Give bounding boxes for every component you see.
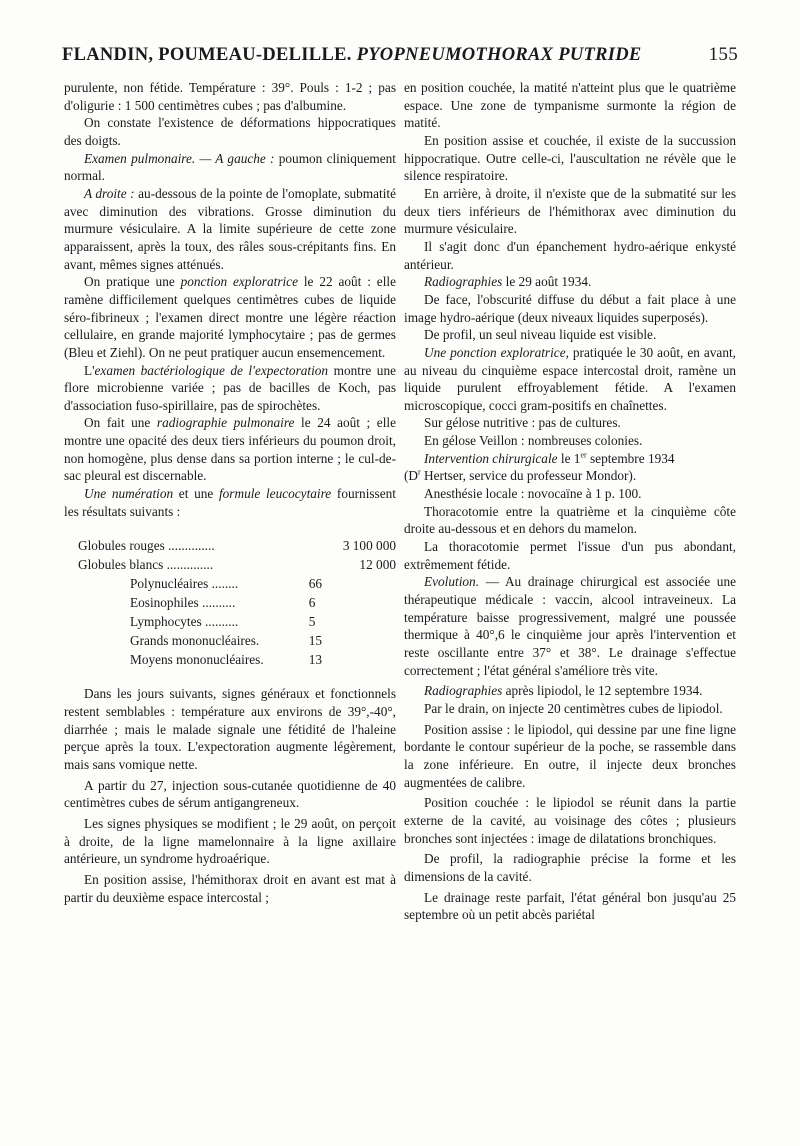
superscript: r <box>418 468 421 478</box>
count-label: Lymphocytes .......... <box>130 614 239 630</box>
italic-label: Examen pulmonaire. — A gauche : <box>84 150 275 166</box>
running-header <box>62 44 738 66</box>
paragraph: En gélose Veillon : nombreuses colonies. <box>424 433 643 449</box>
paragraph: Thoracotomie entre la quatrième et la cinquième côte droite au-dessous et en dehors du mamelon. <box>404 503 736 537</box>
italic-term: Intervention chirurgicale <box>424 450 558 466</box>
text: le 24 août ; elle montre une opacité des deux tiers inférieurs du poumon droit, non homogène, plus dense dans sa portion interne ; le cul-de-sac pleural est discernable. <box>64 415 396 484</box>
table-row <box>78 555 396 574</box>
text: et une <box>173 486 219 502</box>
paragraph: Position assise : le lipiodol, qui dessine par une fine ligne bordante le contour supérieur de la poche, se rassemble dans la zone inférieure. En outre, il injecte deux bronches augmentées de calibre. <box>404 721 736 790</box>
text: le 29 août 1934. <box>502 274 592 290</box>
text: pratiquée le 30 août, en avant, au niveau du cinquième espace intercostal droit, ramène un liquide purulent effroyablement fétide. A l'examen microscopique, cocci gram-positifs en chaînettes. <box>404 344 736 413</box>
paragraph <box>404 573 736 679</box>
text: — Au drainage chirurgical est associée une thérapeutique médicale : vaccin, alcool intraveineux. La température baisse progressivement, malgré une poussée thermique à 40°,6 le cinquième jour après l'intervention et reste oscillante entre 37° et 38°. Le drainage s'effectue correctement ; l'état général s'améliore très vite. <box>404 574 736 678</box>
paragraph: A partir du 27, injection sous-cutanée quotidienne de 40 centimètres cubes de sérum antigangreneux. <box>64 777 396 811</box>
paragraph <box>404 450 736 468</box>
count-label: Globules blancs .............. <box>78 557 214 573</box>
paragraph: De profil, la radiographie précise la forme et les dimensions de la cavité. <box>404 851 736 884</box>
italic-term: examen bactériologique de l'expectoration <box>94 362 329 378</box>
italic-term: Radiographies <box>424 274 503 290</box>
paragraph: Anesthésie locale : novocaïne à 1 p. 100. <box>424 486 642 502</box>
paragraph: De face, l'obscurité diffuse du début a fait place à une image hydro-aérique (deux niveaux liquides superposés). <box>404 291 736 325</box>
paragraph: La thoracotomie permet l'issue d'un pus abondant, extrêmement fétide. <box>404 539 736 572</box>
paragraph: Position couchée : le lipiodol se réunit dans la partie externe de la cavité, au voisinage des côtes ; plusieurs bronches sont injectées : image de dilatations bronchiques. <box>404 795 736 846</box>
count-value: 12 000 <box>359 557 396 573</box>
table-row <box>78 631 396 650</box>
text: au-dessous de la pointe de l'omoplate, submatité avec diminution des vibrations. Grosse diminution du murmure vésiculaire. A la limite supérieure de cette zone apparaissent, après la toux, des râles sous-crépitants fins. En avant, mêmes signes atténués. <box>64 185 396 272</box>
italic-term: formule leucocytaire <box>218 486 332 502</box>
right-column <box>404 79 736 924</box>
paragraph <box>64 362 396 415</box>
paragraph <box>64 485 396 520</box>
italic-label: A droite : <box>84 185 135 201</box>
text: fournissent les résultats suivants : <box>64 486 396 519</box>
paragraph: Les signes physiques se modifient ; le 29 août, on perçoit à droite, de la ligne mamelonnaire à la ligne axillaire antérieure, un syndrome hydroaérique. <box>64 816 396 867</box>
count-label: Eosinophiles .......... <box>130 595 236 611</box>
count-value: 15 <box>308 633 323 649</box>
text: septembre 1934 <box>586 450 675 466</box>
paragraph: En arrière, à droite, il n'existe que de la submatité sur les deux tiers inférieurs de l'hémithorax avec diminution du murmure vésiculaire. <box>404 185 736 237</box>
paragraph: Dans les jours suivants, signes généraux et fonctionnels restent semblables : température aux environs de 39°,-40°, diarrhée ; mais le malade signale une fétidité de l'haleine perçue après la toux. L'expectoration augmente légèrement, mais sans vomique nette. <box>64 686 396 773</box>
italic-term: radiographie pulmonaire <box>156 415 295 431</box>
paragraph <box>404 467 736 485</box>
count-value: 13 <box>308 652 323 668</box>
paragraph: Il s'agit donc d'un épanchement hydro-aérique enkysté antérieur. <box>404 238 736 272</box>
count-value: 6 <box>308 595 316 611</box>
count-label: Polynucléaires ........ <box>130 576 239 592</box>
paragraph <box>64 185 396 273</box>
italic-term: Une numération <box>84 486 174 502</box>
count-label: Grands mononucléaires. <box>130 633 260 649</box>
table-row <box>78 574 396 593</box>
text: le 22 août : elle ramène difficilement quelques centimètres cubes de liquide séro-fibrineux ; l'examen direct montre une légère réaction cellulaire, en grande majorité lymphocytaire ; pas de germes (Bleu et Ziehl). On ne peut pratiquer aucun ensemencement. <box>64 274 396 360</box>
count-value: 3 100 000 <box>342 538 396 554</box>
blood-count-table <box>78 536 396 669</box>
paragraph <box>404 682 736 700</box>
header-left <box>62 45 642 66</box>
paragraph: En position assise et couchée, il existe de la succussion hippocratique. Outre celle-ci, l'auscultation ne révèle que le silence respiratoire. <box>404 132 736 184</box>
italic-term: Une ponction exploratrice, <box>424 344 569 360</box>
paragraph <box>404 344 736 415</box>
count-value: 5 <box>308 614 316 630</box>
paragraph: De profil, un seul niveau liquide est visible. <box>424 327 657 343</box>
paragraph <box>64 414 396 485</box>
paragraph: En position assise, l'hémithorax droit en avant est mat à partir du deuxième espace intercostal ; <box>64 871 396 905</box>
paragraph <box>64 273 396 361</box>
text: L' <box>84 362 95 378</box>
text: Hertser, service du professeur Mondor). <box>420 468 637 484</box>
text: montre une flore microbienne variée ; pas de bacilles de Koch, pas d'association fuso-spirillaire, pas de spirochètes. <box>64 362 396 413</box>
superscript: er <box>580 450 587 460</box>
paragraph: en position couchée, la matité n'atteint plus que le quatrième espace. Une zone de tympanisme surmonte la région de matité. <box>404 80 736 131</box>
text: après lipiodol, le 12 septembre 1934. <box>502 683 703 699</box>
paragraph: Sur gélose nutritive : pas de cultures. <box>424 415 621 431</box>
text: poumon cliniquement normal. <box>64 150 396 184</box>
table-row <box>78 536 396 555</box>
table-row <box>78 593 396 612</box>
header-title: PYOPNEUMOTHORAX PUTRIDE <box>356 45 642 65</box>
italic-term: Radiographies <box>424 683 503 699</box>
header-authors: FLANDIN, POUMEAU-DELILLE. <box>62 45 352 65</box>
text: On pratique une <box>84 274 181 290</box>
count-label: Globules rouges .............. <box>78 538 215 554</box>
italic-term: Evolution. <box>424 574 480 590</box>
count-label: Moyens mononucléaires. <box>130 652 264 668</box>
text: le 1 <box>557 450 581 466</box>
count-value: 66 <box>308 576 323 592</box>
italic-term: ponction exploratrice <box>180 274 298 290</box>
paragraph <box>404 273 736 291</box>
paragraph: purulente, non fétide. Température : 39°. Pouls : 1-2 ; pas d'oligurie : 1 500 centimètres cubes ; pas d'albumine. <box>64 80 396 113</box>
paragraph <box>64 150 396 185</box>
table-row <box>78 612 396 631</box>
text: (D <box>404 468 419 484</box>
left-column <box>64 79 396 906</box>
text: On fait une <box>84 415 157 431</box>
paragraph: Le drainage reste parfait, l'état général bon jusqu'au 25 septembre où un petit abcès pariétal <box>404 889 736 923</box>
paragraph: On constate l'existence de déformations hippocratiques des doigts. <box>64 115 396 148</box>
paragraph: Par le drain, on injecte 20 centimètres cubes de lipiodol. <box>424 700 723 716</box>
table-row <box>78 650 396 669</box>
page-number: 155 <box>708 44 738 65</box>
